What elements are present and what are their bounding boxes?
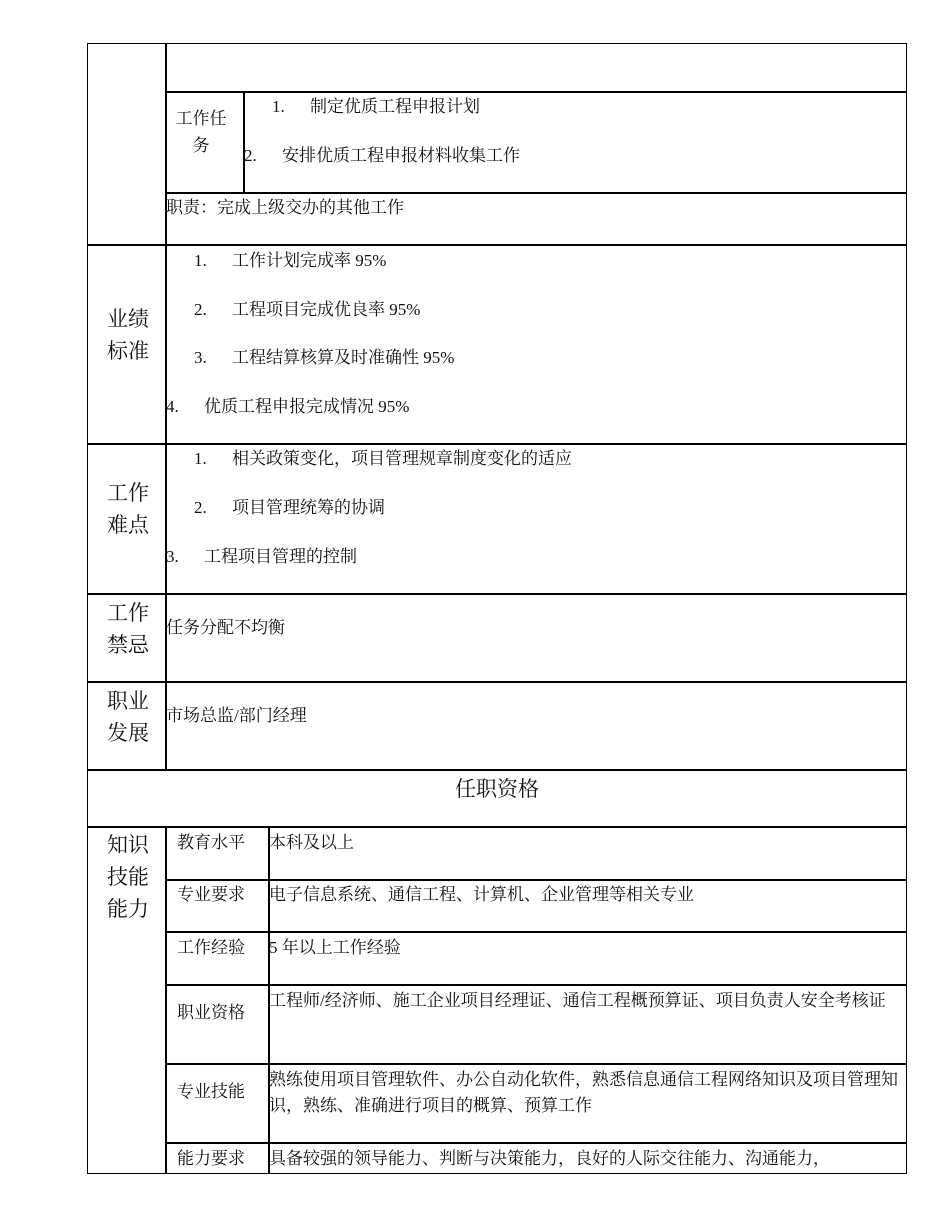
row-divider bbox=[165, 192, 907, 194]
task-item-text: 安排优质工程申报材料收集工作 bbox=[282, 146, 520, 165]
row-divider bbox=[165, 91, 907, 93]
qualification-value: 熟练使用项目管理软件、办公自动化软件，熟悉信息通信工程网络知识及项目管理知识，熟练、准确进行项目的概算、预算工作 bbox=[269, 1070, 898, 1115]
qualification-row-divider bbox=[165, 1142, 907, 1144]
task-item-number: 1. bbox=[272, 97, 285, 116]
performance-item-number: 3. bbox=[194, 348, 207, 367]
task-item bbox=[272, 95, 480, 119]
qualification-key: 教育水平 bbox=[177, 833, 245, 852]
task-label-divider bbox=[243, 91, 245, 193]
difficulties-label: 工作难点 bbox=[107, 481, 149, 537]
career-label: 职业发展 bbox=[107, 689, 149, 745]
taboos-label: 工作禁忌 bbox=[107, 601, 149, 657]
section-divider bbox=[87, 769, 907, 771]
difficulty-item-text: 工程项目管理的控制 bbox=[204, 547, 357, 566]
qualification-key: 职业资格 bbox=[177, 1003, 245, 1022]
section-divider bbox=[87, 244, 907, 246]
section-divider bbox=[87, 681, 907, 683]
performance-item-text: 工程结算核算及时准确性 95% bbox=[232, 348, 455, 367]
section-divider bbox=[87, 593, 907, 595]
task-item bbox=[244, 144, 520, 168]
difficulty-item bbox=[194, 447, 572, 471]
qualification-key: 工作经验 bbox=[177, 938, 245, 957]
qualification-value: 5 年以上工作经验 bbox=[269, 938, 401, 957]
qualification-key: 专业技能 bbox=[177, 1082, 245, 1101]
performance-item-number: 4. bbox=[166, 397, 179, 416]
qualification-row-divider bbox=[165, 931, 907, 933]
difficulty-item-number: 2. bbox=[194, 498, 207, 517]
section-divider bbox=[87, 826, 907, 828]
difficulty-item bbox=[194, 496, 385, 520]
task-label: 工作任务 bbox=[175, 109, 227, 155]
qualification-key: 专业要求 bbox=[177, 885, 245, 904]
performance-item bbox=[194, 346, 454, 370]
difficulty-item bbox=[166, 545, 357, 569]
knowledge-skills-label: 知识技能能力 bbox=[107, 833, 149, 921]
task-item-number: 2. bbox=[244, 146, 257, 165]
qualification-row-divider bbox=[165, 879, 907, 881]
section-divider bbox=[87, 443, 907, 445]
performance-item bbox=[166, 395, 409, 419]
qualification-value: 电子信息系统、通信工程、计算机、企业管理等相关专业 bbox=[269, 885, 694, 904]
qualification-row-divider bbox=[165, 1063, 907, 1065]
qualification-title: 任职资格 bbox=[455, 777, 539, 801]
career-text: 市场总监/部门经理 bbox=[166, 706, 307, 725]
qualification-value: 工程师/经济师、施工企业项目经理证、通信工程概预算证、项目负责人安全考核证 bbox=[269, 991, 886, 1010]
performance-item bbox=[194, 249, 386, 273]
performance-item-text: 工作计划完成率 95% bbox=[232, 251, 387, 270]
difficulty-item-text: 相关政策变化，项目管理规章制度变化的适应 bbox=[232, 449, 572, 468]
performance-item bbox=[194, 298, 420, 322]
difficulty-item-number: 1. bbox=[194, 449, 207, 468]
qualification-row-divider bbox=[165, 984, 907, 986]
qualification-key: 能力要求 bbox=[177, 1149, 245, 1168]
qualification-value: 本科及以上 bbox=[269, 833, 354, 852]
qualification-value: 具备较强的领导能力、判断与决策能力，良好的人际交往能力、沟通能力， bbox=[269, 1149, 830, 1168]
performance-item-number: 2. bbox=[194, 300, 207, 319]
difficulty-item-number: 3. bbox=[166, 547, 179, 566]
taboos-text: 任务分配不均衡 bbox=[166, 618, 285, 637]
performance-item-text: 工程项目完成优良率 95% bbox=[232, 300, 421, 319]
difficulty-item-text: 项目管理统筹的协调 bbox=[232, 498, 385, 517]
performance-item-number: 1. bbox=[194, 251, 207, 270]
performance-item-text: 优质工程申报完成情况 95% bbox=[204, 397, 410, 416]
responsibility-text: 职责：完成上级交办的其他工作 bbox=[166, 198, 404, 217]
task-item-text: 制定优质工程申报计划 bbox=[310, 97, 480, 116]
performance-label: 业绩标准 bbox=[107, 307, 149, 363]
